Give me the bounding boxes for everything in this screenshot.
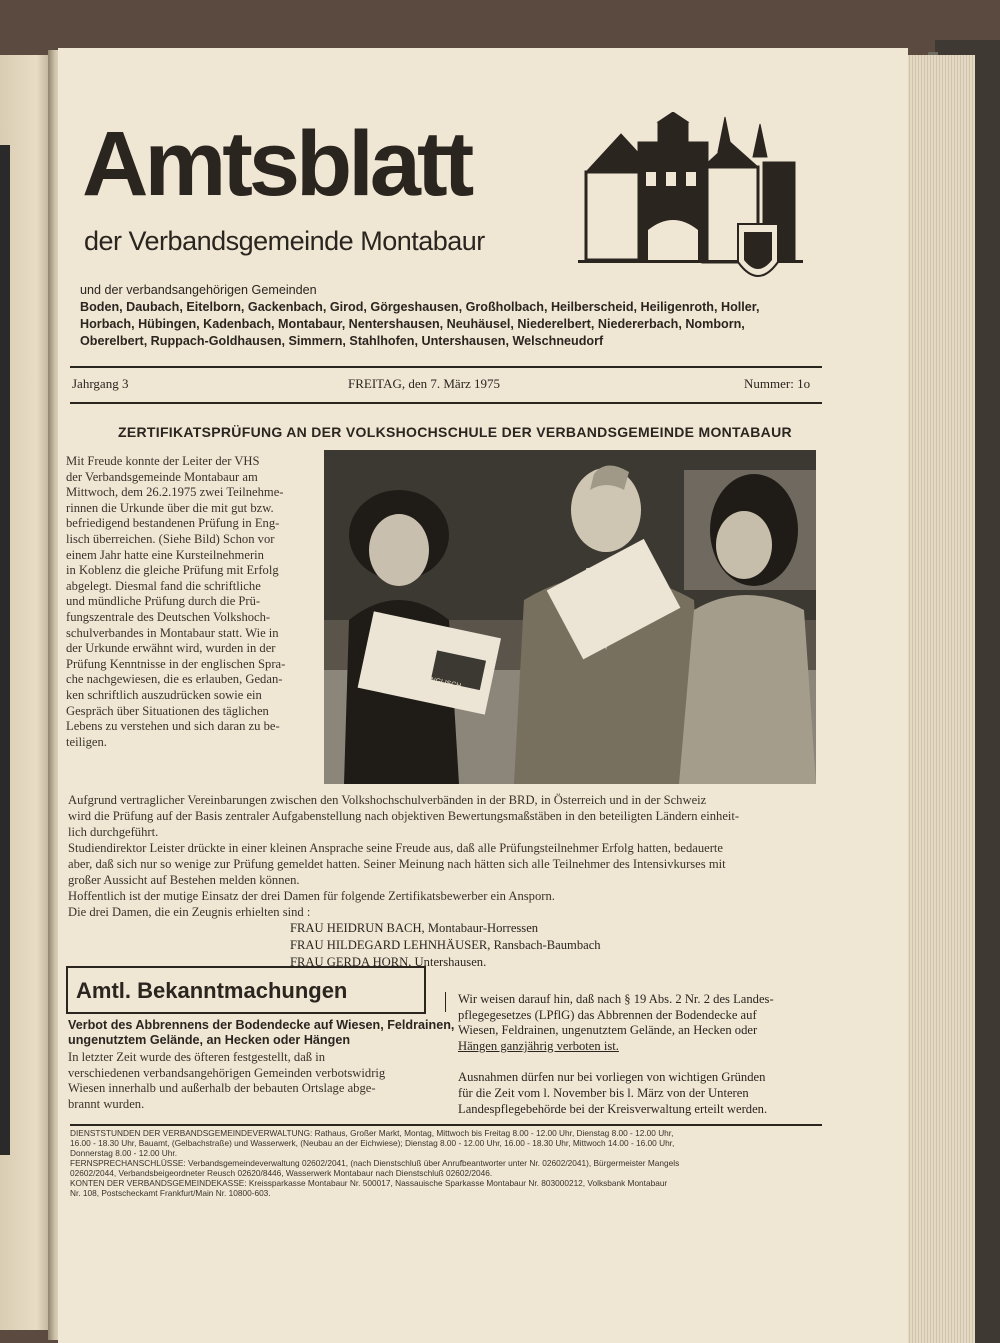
text-line: der Urkunde erwähnt wird, wurden in der xyxy=(66,641,276,656)
text-line: großer Aussicht auf Bestehen melden können. xyxy=(68,873,300,887)
masthead-subtitle: der Verbandsgemeinde Montabaur xyxy=(84,226,485,256)
spacer xyxy=(458,1054,818,1070)
article-full-text xyxy=(68,792,828,920)
subheading-line: ungenutztem Gelände, an Hecken oder Hängen xyxy=(68,1033,351,1047)
text-line: ken schriftlich auszudrücken sowie ein xyxy=(66,687,262,702)
text-line: Mittwoch, dem 26.2.1975 zwei Teilnehme- xyxy=(66,485,284,500)
top-rule xyxy=(70,366,822,368)
text-line: einem Jahr hatte eine Kursteilnehmerin xyxy=(66,547,264,562)
text-line: schulverbandes in Montabaur statt. Wie in xyxy=(66,625,279,640)
text-line: fungszentrale des Deutschen Volkshoch- xyxy=(66,609,271,624)
notice-right-text xyxy=(458,992,818,1117)
footer-line: Nr. 108, Postscheckamt Frankfurt/Main Nr. 10800-603. xyxy=(70,1188,271,1198)
text-line: aber, daß sich nur so wenige zur Prüfung gemeldet hatten. Seiner Meinung nach hätten sich alle Teilnehmer des Intensivkurses mit xyxy=(68,857,726,871)
text-line: Studiendirektor Leister drückte in einer kleinen Ansprache seine Freude aus, daß alle Prüfungsteilnehmer Erfolg hatten, bedauerte xyxy=(68,841,723,855)
text-line: und mündliche Prüfung durch die Prü- xyxy=(66,594,261,609)
text-line: für die Zeit vom l. November bis l. März von der Unteren xyxy=(458,1085,749,1100)
text-line: in Koblenz die gleiche Prüfung mit Erfolg xyxy=(66,563,279,578)
town-crest-icon xyxy=(578,112,803,294)
facing-page-print xyxy=(0,145,10,1155)
footer-line: 16.00 - 18.30 Uhr, Bauamt, (Gelbachstraße) und Wasserwerk, (Neubau an der Eichwiese); Dienstag 8.00 - 12.00 Uhr, 16.00 - 18.30 Uhr, Mittwoch 14.00 - 16.00 Uhr, xyxy=(70,1138,675,1148)
text-line: Aufgrund vertraglicher Vereinbarungen zwischen den Volkshochschulverbänden in der BRD, in Österreich und in der Schweiz xyxy=(68,793,707,807)
text-line: pflegegesetzes (LPflG) das Abbrennen der Bodendecke auf xyxy=(458,1007,757,1022)
masthead-title: Amtsblatt xyxy=(82,113,471,215)
text-line: wird die Prüfung auf der Basis zentraler Aufgabenstellung nach objektiven Bewertungsmaßstäben in den beteiligten Ländern einheit- xyxy=(68,809,740,823)
footer-line: KONTEN DER VERBANDSGEMEINDEKASSE: Kreissparkasse Montabaur Nr. 500017, Nassauische Sparkasse Montabaur Nr. 803000212, Volksbank Montabaur xyxy=(70,1178,668,1188)
footer-line: DIENSTSTUNDEN DER VERBANDSGEMEINDEVERWALTUNG: Rathaus, Großer Markt, Montag, Mittwoch bis Freitag 8.00 - 12.00 Uhr, Dienstag 8.00 - 12.00 Uhr, xyxy=(70,1128,674,1138)
graduate-name: FRAU HEIDRUN BACH, Montabaur-Horressen xyxy=(290,921,539,935)
graduate-name: FRAU GERDA HORN, Untershausen. xyxy=(290,955,487,969)
text-line: Wiesen innerhalb und außerhalb der bebauten Ortslage abge- xyxy=(68,1081,376,1096)
municipalities-line: Horbach, Hübingen, Kadenbach, Montabaur, Nentershausen, Neuhäusel, Niederelbert, Niedererbach, Nomborn, xyxy=(80,317,745,331)
text-line: lich durchgeführt. xyxy=(68,825,159,839)
footer-line: 02602/2044, Verbandsbeigeordneter Reusch 02620/8446, Wasserwerk Montabaur nach Dienstschluß 02602/2046. xyxy=(70,1168,493,1178)
column-divider xyxy=(445,992,446,1012)
text-line: Prüfung Kenntnisse in der englischen Spra- xyxy=(66,656,286,671)
text-line: rinnen die Urkunde über die mit gut bzw. xyxy=(66,500,274,515)
municipalities-line: Boden, Daubach, Eitelborn, Gackenbach, Girod, Görgeshausen, Großholbach, Heilberscheid, Heiligenroth, Holler, xyxy=(80,300,760,314)
issue-number: Nummer: 1o xyxy=(744,376,811,391)
text-line: Hoffentlich ist der mutige Einsatz der drei Damen für folgende Zertifikatsbewerber ein Ansporn. xyxy=(68,889,555,903)
text-line: brannt wurden. xyxy=(68,1096,145,1111)
text-line: Die drei Damen, die ein Zeugnis erhielten sind : xyxy=(68,905,311,919)
notice-left-text xyxy=(68,1050,438,1112)
facing-page xyxy=(0,55,52,1330)
text-line: verschiedenen verbandsangehörigen Gemeinden verbotswidrig xyxy=(68,1065,386,1080)
text-line: Ausnahmen dürfen nur bei vorliegen von wichtigen Gründen xyxy=(458,1070,766,1085)
graduate-name: FRAU HILDEGARD LEHNHÄUSER, Ransbach-Baumbach xyxy=(290,938,601,952)
issue-date: FREITAG, den 7. März 1975 xyxy=(348,376,501,391)
municipalities-line: und der verbandsangehörigen Gemeinden xyxy=(80,283,317,297)
text-line: Wir weisen darauf hin, daß nach § 19 Abs. 2 Nr. 2 des Landes- xyxy=(458,992,774,1006)
text-line: che nachgewiesen, die es erlauben, Gedan- xyxy=(66,672,283,687)
text-line: abgelegt. Diesmal fand die schriftliche xyxy=(66,578,261,593)
text-line: In letzter Zeit wurde des öfteren festgestellt, daß in xyxy=(68,1050,326,1064)
graduate-names xyxy=(290,920,601,971)
municipalities-line: Oberelbert, Ruppach-Goldhausen, Simmern, Stahlhofen, Untershausen, Welschneudorf xyxy=(80,334,604,348)
text-line: der Verbandsgemeinde Montabaur am xyxy=(66,469,258,484)
footer-rule xyxy=(70,1124,822,1126)
certificate-label: ENGLISCH xyxy=(425,675,462,690)
footer-line: Donnerstag 8.00 - 12.00 Uhr. xyxy=(70,1148,178,1158)
subheading-line: Verbot des Abbrennens der Bodendecke auf Wiesen, Feldrainen, xyxy=(68,1018,455,1032)
article-column-text xyxy=(66,454,318,750)
text-line: Gespräch über Situationen des täglichen xyxy=(66,703,269,718)
text-line: teiligen. xyxy=(66,734,107,749)
notices-section-box xyxy=(66,966,426,1014)
member-municipalities xyxy=(80,282,820,350)
footer-line: FERNSPRECHANSCHLÜSSE: Verbandsgemeindeverwaltung 02602/2041, (nach Dienstschluß über Anrufbeantworter unter Nr. 02602/2041), Bürgermeister Mangels xyxy=(70,1158,680,1168)
bottom-rule xyxy=(70,402,822,404)
text-line: lisch überreichen. (Siehe Bild) Schon vor xyxy=(66,531,275,546)
article-photo xyxy=(324,450,816,784)
text-line: Lebens zu verstehen und sich daran zu be- xyxy=(66,719,280,734)
text-line: befriedigend bestandenen Prüfung in Eng- xyxy=(66,516,280,531)
text-line: Wiesen, Feldrainen, ungenutztem Gelände, an Hecken oder xyxy=(458,1023,758,1038)
notice-subheading xyxy=(68,1018,455,1048)
underlined-line: Hängen ganzjährig verboten ist. xyxy=(458,1038,619,1053)
text-line: Landespflegebehörde bei der Kreisverwaltung erteilt werden. xyxy=(458,1101,768,1116)
article-headline: ZERTIFIKATSPRÜFUNG AN DER VOLKSHOCHSCHULE DER VERBANDSGEMEINDE MONTABAUR xyxy=(118,424,792,440)
text-line: Mit Freude konnte der Leiter der VHS xyxy=(66,454,260,468)
volume-label: Jahrgang 3 xyxy=(72,376,129,391)
notices-section-title: Amtl. Bekanntmachungen xyxy=(76,978,348,1003)
footer-info xyxy=(70,1128,820,1198)
